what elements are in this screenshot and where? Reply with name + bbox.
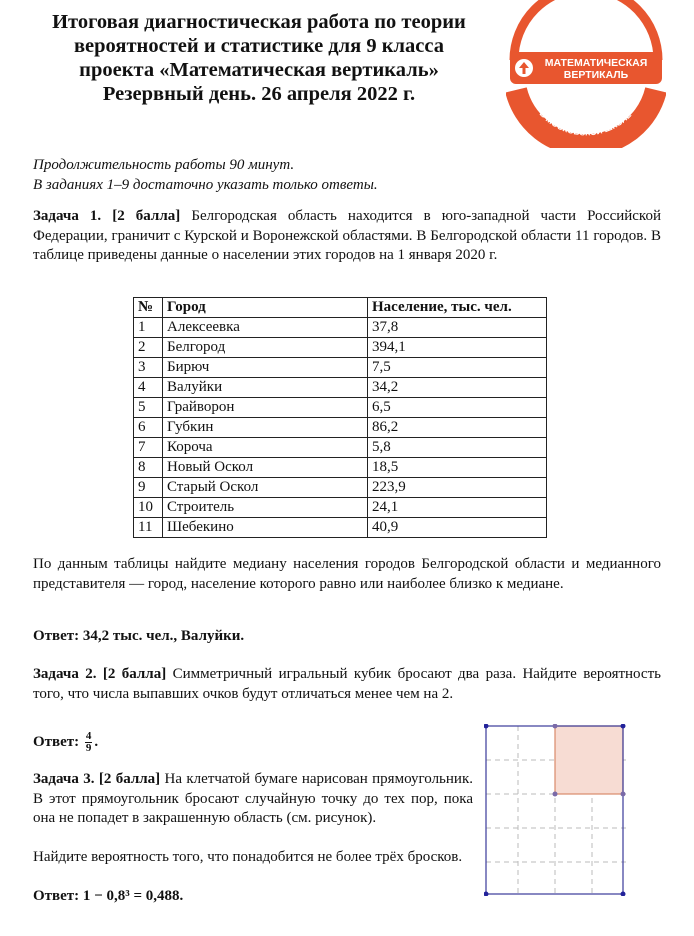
- cell-city: Грайворон: [163, 398, 368, 418]
- cell-city: Губкин: [163, 418, 368, 438]
- task-2-answer-end: .: [94, 733, 99, 750]
- vertex-point: [484, 724, 489, 729]
- table-row: [134, 458, 547, 478]
- task-3-text: [33, 770, 473, 829]
- cell-number: 2: [134, 338, 163, 358]
- cell-number: 6: [134, 418, 163, 438]
- cell-number: 5: [134, 398, 163, 418]
- table-row: [134, 358, 547, 378]
- cell-population: 37,8: [368, 318, 547, 338]
- table-row: [134, 498, 547, 518]
- duration-note: Продолжительность работы 90 минут.: [33, 157, 295, 173]
- fraction-denominator: 9: [85, 742, 92, 754]
- shaded-region: [555, 726, 623, 794]
- table-body: [134, 318, 547, 538]
- population-table: [133, 297, 547, 538]
- table-header-row: [134, 298, 547, 318]
- cell-city: Бирюч: [163, 358, 368, 378]
- task-3-question: Найдите вероятность того, что понадобится не более трёх бросков.: [33, 849, 463, 865]
- cell-population: 86,2: [368, 418, 547, 438]
- table-row: [134, 418, 547, 438]
- cell-population: 394,1: [368, 338, 547, 358]
- cell-number: 4: [134, 378, 163, 398]
- task-1-label: Задача 1. [2 балла]: [33, 208, 181, 224]
- title-line-4: Резервный день. 26 апреля 2022 г.: [102, 83, 416, 105]
- cell-city: Старый Оскол: [163, 478, 368, 498]
- cell-city: Короча: [163, 438, 368, 458]
- task-3-answer: [33, 887, 473, 907]
- cell-population: 18,5: [368, 458, 547, 478]
- table-row: [134, 398, 547, 418]
- task-3-label: Задача 3. [2 балла]: [33, 771, 161, 787]
- instructions: [33, 155, 378, 195]
- table-row: [134, 478, 547, 498]
- header-city: Город: [163, 298, 368, 318]
- cell-population: 24,1: [368, 498, 547, 518]
- cell-population: 40,9: [368, 518, 547, 538]
- math-vertical-logo: [506, 0, 666, 148]
- task-3-answer-label: Ответ:: [33, 888, 80, 904]
- task-1-question: По данным таблицы найдите медиану населения городов Белгородской области и медианного представителя — город, население которого равно или наиболее близко к медиане.: [33, 556, 661, 592]
- document-title: [30, 10, 488, 106]
- task-2-body: Симметричный игральный кубик бросают два раза. Найдите вероятность того, что числа выпавших очков будут отличаться менее чем на 2.: [33, 666, 661, 702]
- task-2-answer: [33, 731, 233, 754]
- cell-city: Алексеевка: [163, 318, 368, 338]
- table-row: [134, 438, 547, 458]
- logo-line-1: МАТЕМАТИЧЕСКАЯ: [544, 57, 648, 69]
- title-line-3: проекта «Математическая вертикаль»: [79, 59, 439, 81]
- task-2-answer-label: Ответ:: [33, 733, 80, 750]
- title-line-1: Итоговая диагностическая работа по теории: [52, 11, 466, 33]
- cell-number: 9: [134, 478, 163, 498]
- answers-note: В заданиях 1–9 достаточно указать только ответы.: [33, 177, 378, 193]
- task-3-answer-math: 1 − 0,8³ = 0,488.: [82, 888, 184, 904]
- cell-number: 11: [134, 518, 163, 538]
- task-1-answer: Ответ: 34,2 тыс. чел., Валуйки.: [33, 628, 245, 644]
- logo-line-2: ВЕРТИКАЛЬ: [563, 69, 629, 81]
- cell-number: 7: [134, 438, 163, 458]
- task-1-body: Белгородская область находится в юго-западной части Российской Федерации, граничит с Курской и Воронежской областями. В Белгородской области 11 городов. В таблице приведены данные о населении этих городов на 1 января 2020 г.: [33, 208, 661, 263]
- vertex-point: [621, 892, 626, 897]
- cell-number: 8: [134, 458, 163, 478]
- table-row: [134, 338, 547, 358]
- cell-population: 7,5: [368, 358, 547, 378]
- table-row: [134, 318, 547, 338]
- task-1-text: [33, 207, 661, 266]
- cell-number: 1: [134, 318, 163, 338]
- cell-city: Шебекино: [163, 518, 368, 538]
- header-number: №: [134, 298, 163, 318]
- cell-city: Строитель: [163, 498, 368, 518]
- task-2-label: Задача 2. [2 балла]: [33, 666, 167, 682]
- logo-arc-text: В МОСКОВСКОЙ ШКОЛЕ: [537, 108, 634, 138]
- answer-fraction: [85, 731, 93, 754]
- cell-number: 3: [134, 358, 163, 378]
- vertex-point: [621, 792, 626, 797]
- cell-population: 34,2: [368, 378, 547, 398]
- fraction-numerator: 4: [85, 730, 92, 742]
- vertex-point: [484, 892, 489, 897]
- cell-population: 223,9: [368, 478, 547, 498]
- cell-city: Валуйки: [163, 378, 368, 398]
- grid-figure: [484, 724, 630, 896]
- cell-population: 5,8: [368, 438, 547, 458]
- title-line-2: вероятностей и статистике для 9 класса: [73, 35, 445, 57]
- table-row: [134, 518, 547, 538]
- cell-population: 6,5: [368, 398, 547, 418]
- table-row: [134, 378, 547, 398]
- vertex-point: [553, 792, 558, 797]
- task-3-body: На клетчатой бумаге нарисован прямоугольник. В этот прямоугольник бросают случайную точку до тех пор, пока она не попадет в закрашенную область (см. рисунок).: [33, 771, 473, 826]
- cell-city: Новый Оскол: [163, 458, 368, 478]
- header-population: Население, тыс. чел.: [368, 298, 547, 318]
- task-2-text: [33, 665, 661, 704]
- cell-city: Белгород: [163, 338, 368, 358]
- cell-number: 10: [134, 498, 163, 518]
